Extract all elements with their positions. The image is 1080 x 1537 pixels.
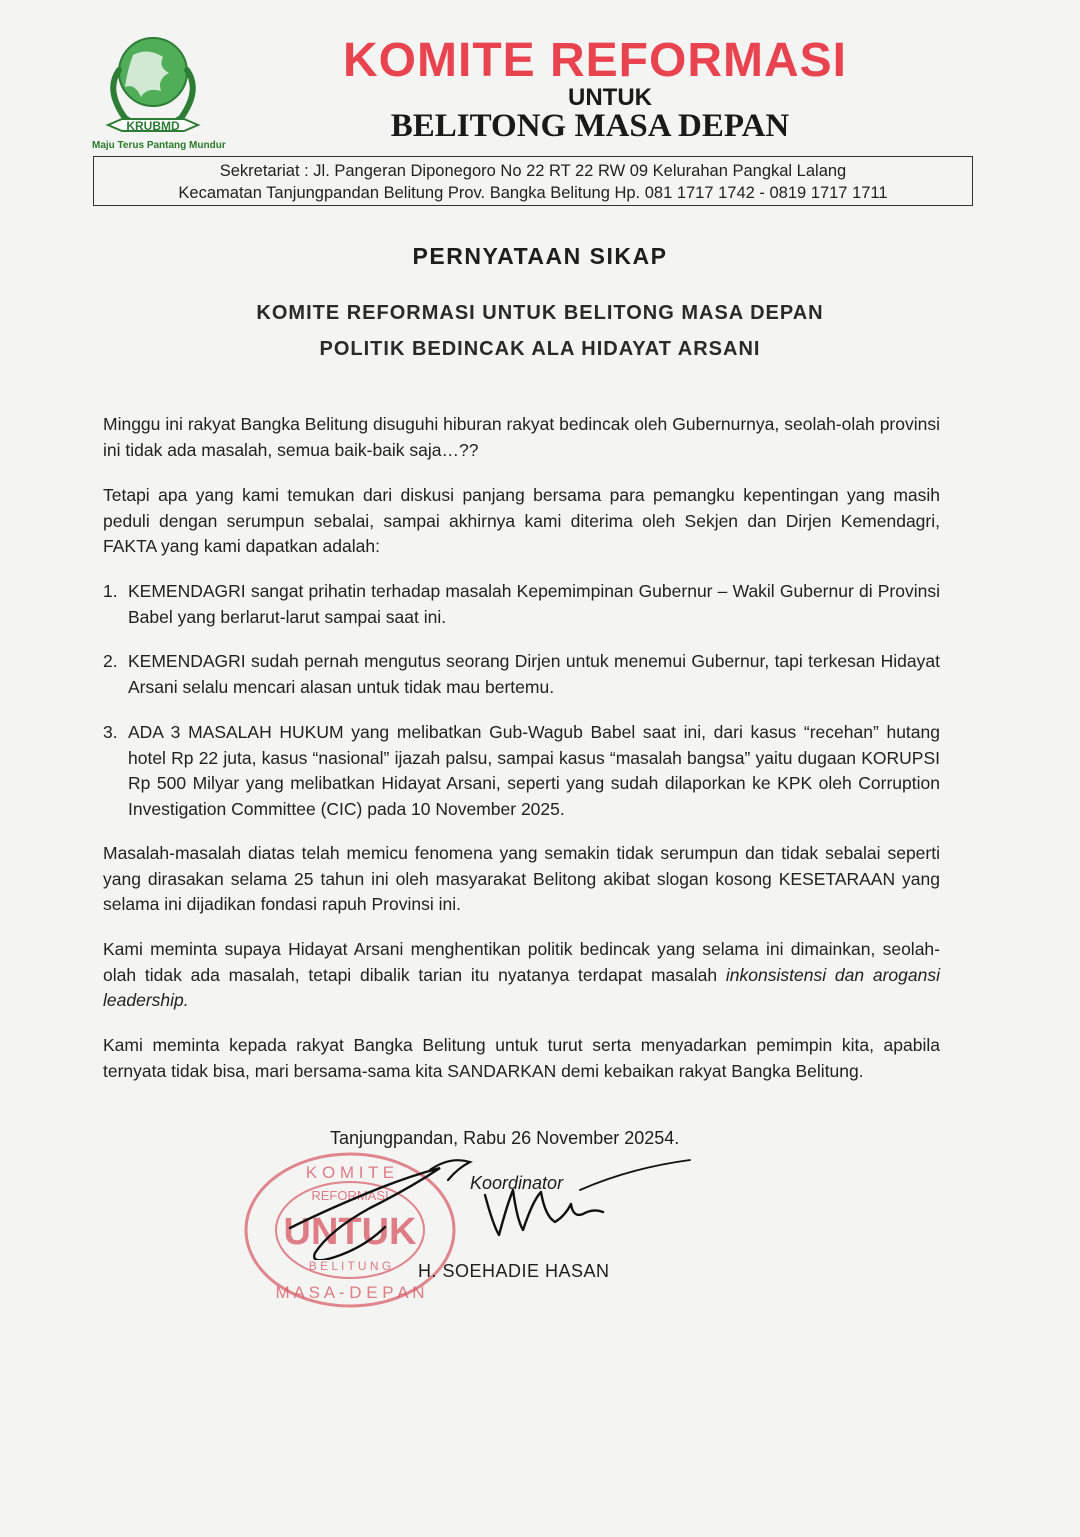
logo-tagline: Maju Terus Pantang Mundur [92, 140, 226, 151]
signature-role: Koordinator [470, 1173, 564, 1193]
address-box [93, 156, 973, 206]
paragraph-2: Tetapi apa yang kami temukan dari diskusi panjang bersama para pemangku kepentingan yang masih peduli dengan serumpun sebalai, sampai akhirnya kami diterima oleh Sekjen dan Dirjen Kemendagri, FAKTA yang kami dapatkan adalah: [103, 485, 940, 556]
paragraph-1: Minggu ini rakyat Bangka Belitung disuguhi hiburan rakyat bedincak oleh Gubernurnya, seolah-olah provinsi ini tidak ada masalah, semua baik-baik saja…?? [103, 414, 940, 460]
list-number: 1. [103, 581, 118, 601]
stamp-top-text: K O M I T E [305, 1163, 395, 1182]
org-name: KOMITE REFORMASI [343, 34, 847, 87]
handwritten-signature [280, 1150, 700, 1260]
list-text: KEMENDAGRI sangat prihatin terhadap masalah Kepemimpinan Gubernur – Wakil Gubernur di Provinsi Babel yang berlarut-larut sampai saat ini. [128, 581, 940, 627]
stamp-bottom-text: M A S A - D E P A N [275, 1283, 425, 1302]
address-line-1: Sekretariat : Jl. Pangeran Diponegoro No 22 RT 22 RW 09 Kelurahan Pangkal Lalang [219, 162, 847, 180]
signature-name: H. SOEHADIE HASAN [418, 1261, 610, 1281]
list-item-1 [103, 579, 940, 630]
list-item-3 [103, 720, 940, 822]
logo-text: KRUBMD [126, 119, 180, 133]
paragraph-4-main: Kami meminta supaya Hidayat Arsani menghentikan politik bedincak yang selama ini dimainkan, seolah-olah tidak ada masalah, tetapi dibalik tarian itu nyatanya terdapat masalah [103, 939, 940, 985]
list-number: 2. [103, 651, 118, 671]
document-title: PERNYATAAN SIKAP [412, 243, 668, 269]
list-item-2 [103, 649, 940, 700]
paragraph-4-italic: inkonsistensi dan arogansi leadership. [103, 964, 940, 1010]
krubmd-logo [88, 30, 238, 155]
org-untuk: UNTUK [568, 84, 652, 111]
address-line-2: Kecamatan Tanjungpandan Belitung Prov. Bangka Belitung Hp. 081 1717 1742 - 0819 1717 1711 [178, 184, 888, 202]
signature-place-date: Tanjungpandan, Rabu 26 November 20254. [330, 1128, 680, 1148]
subtitle-1: KOMITE REFORMASI UNTUK BELITONG MASA DEPAN [256, 302, 824, 324]
paragraph-5: Kami meminta kepada rakyat Bangka Belitung untuk turut serta menyadarkan pemimpin kita, apabila ternyata tidak bisa, mari bersama-sama kita SANDARKAN demi kebaikan rakyat Bangka Belitung. [103, 1035, 940, 1081]
stamp-lower-text: B E L I T U N G [308, 1259, 392, 1273]
stamp-mid-text: REFORMASI [311, 1188, 389, 1203]
paragraph-4 [103, 937, 940, 1014]
paragraph-3: Masalah-masalah diatas telah memicu fenomena yang semakin tidak serumpun dan tidak sebalai seperti yang dirasakan selama 25 tahun ini oleh masyarakat Belitong akibat slogan kosong KESETARAAN yang selama ini dijadikan fondasi rapuh Provinsi ini. [103, 843, 940, 914]
list-number: 3. [103, 722, 118, 742]
subtitle-2: POLITIK BEDINCAK ALA HIDAYAT ARSANI [319, 338, 761, 360]
org-region: BELITONG MASA DEPAN [390, 108, 790, 144]
stamp-center-text: UNTUK [283, 1211, 417, 1253]
list-text: ADA 3 MASALAH HUKUM yang melibatkan Gub-Wagub Babel saat ini, dari kasus “recehan” hutang hotel Rp 22 juta, kasus “nasional” ijazah palsu, sampai kasus “masalah bangsa” yaitu dugaan KORUPSI Rp 500 Milyar yang melibatkan Hidayat Arsani, seperti yang sudah dilaporkan ke KPK oleh Corruption Investigation Committee (CIC) pada 10 November 2025. [128, 722, 940, 819]
list-text: KEMENDAGRI sudah pernah mengutus seorang Dirjen untuk menemui Gubernur, tapi terkesan Hidayat Arsani selalu mencari alasan untuk tidak mau bertemu. [128, 651, 940, 697]
